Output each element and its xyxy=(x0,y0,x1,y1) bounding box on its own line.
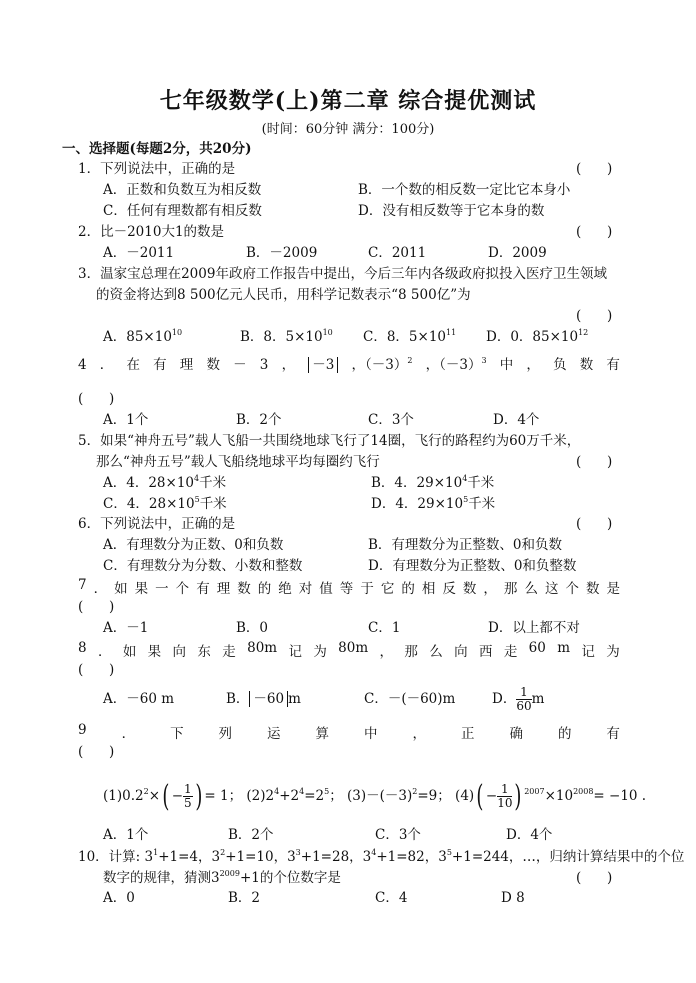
q2-option-d: D．2009 xyxy=(488,245,547,261)
q4-option-c: C．3个 xyxy=(368,412,414,428)
q4-option-d: D．4个 xyxy=(493,412,540,428)
q5-option-d: D．4．$29\times 10^5$千米 xyxy=(371,495,496,512)
question-7-stem xyxy=(78,577,620,597)
stem-char: 值 xyxy=(319,581,333,597)
stem-char: 么 xyxy=(524,581,538,597)
stem-char: 相 xyxy=(421,581,436,597)
q1-option-c: C．任何有理数都有相反数 xyxy=(103,203,262,219)
q7-option-b: B．0 xyxy=(236,620,269,636)
stem-char: 为 xyxy=(313,644,327,660)
q3-option-a: A．$85\times 10^{10}$ xyxy=(103,328,183,345)
stem-char: 运 xyxy=(267,726,281,742)
stem-char: 果 xyxy=(134,581,149,597)
stem-char: 西 xyxy=(478,644,493,660)
stem-char: 一 xyxy=(155,581,169,597)
q10-option-a: A．0 xyxy=(103,890,135,906)
stem-char: m xyxy=(557,640,571,656)
q4-option-a: A．1个 xyxy=(103,412,149,428)
stem-char: 这 xyxy=(544,581,559,597)
q8-option-b: B． －60 m xyxy=(226,691,301,707)
question-6-stem: 6．下列说法中，正确的是 xyxy=(78,516,236,532)
q10-option-b: B．2 xyxy=(228,890,261,906)
answer-blank-5[interactable]: ( ) xyxy=(576,454,613,470)
stem-char: ， xyxy=(412,726,426,742)
q5-option-a: A．4．$28\times 10^4$千米 xyxy=(103,474,227,491)
q9-expressions: $(1)0.2^2\times$( − $\frac{1}{5}$ ) = 1； $(2)2^4+2^4=2^5$； $(3)-(-3)^2=9$； (4)( − $\frac{1}{10}$ ) $^{2007}\times 10^{2008}= -10$ . xyxy=(103,778,647,814)
stem-char: 向 xyxy=(172,644,187,660)
question-5-stem-line2: 那么“神舟五号”载人飞船绕地球平均每圈约飞行 xyxy=(96,454,380,470)
stem-char: 中 xyxy=(364,726,378,742)
q1-option-d: D．没有相反数等于它本身的数 xyxy=(358,203,545,219)
question-3-stem-line1: 3．温家宝总理在2009年政府工作报告中提出，今后三年内各级政府拟投入医疗卫生领域 xyxy=(78,266,607,282)
stem-char: ， xyxy=(379,644,394,660)
q9-option-b: B．2个 xyxy=(228,827,274,843)
stem-char: 记 xyxy=(288,644,302,660)
answer-blank-10[interactable]: ( ) xyxy=(576,870,613,886)
stem-char: 80m xyxy=(338,640,369,656)
stem-char: 60 xyxy=(528,640,546,656)
q7-option-a: A．－1 xyxy=(103,620,149,636)
question-10-stem-line1: 10．计算: $3^1+1=4$，$3^2+1=10$，$3^3+1=28$，$3^4+1=82$，$3^5+1=244$，…，归纳计算结果中的个位 xyxy=(78,848,685,865)
question-2-stem: 2．比－2010大1的数是 xyxy=(78,224,225,240)
q9-option-d: D．4个 xyxy=(506,827,553,843)
stem-char: 为 xyxy=(606,644,620,660)
stem-char: 于 xyxy=(360,581,374,597)
stem-char: 数 xyxy=(585,581,600,597)
stem-char: 如 xyxy=(114,581,128,597)
answer-blank-9[interactable]: ( ) xyxy=(78,744,115,760)
q10-option-d: D 8 xyxy=(501,890,525,906)
stem-char: 数 xyxy=(237,581,251,597)
stem-char: 的 xyxy=(557,726,572,742)
stem-char: 个 xyxy=(175,581,190,597)
stem-char: 反 xyxy=(442,581,456,597)
stem-char: 的 xyxy=(401,581,415,597)
stem-char: 有 xyxy=(606,726,620,742)
answer-blank-8[interactable]: ( ) xyxy=(78,662,115,678)
q6-option-d: D．有理数分为正整数、0和负整数 xyxy=(368,558,577,574)
q1-option-a: A．正数和负数互为相反数 xyxy=(103,182,262,198)
stem-char: 么 xyxy=(429,644,443,660)
question-10-stem-line2: 数字的规律，猜测$3^{2009}+1$的个位数字是 xyxy=(103,869,341,886)
stem-char: 个 xyxy=(565,581,579,597)
stem-char: ， xyxy=(483,581,497,597)
stem-char: 等 xyxy=(339,581,354,597)
stem-char: 列 xyxy=(218,726,233,742)
q8-option-d: D． $\frac{1}{60}$ m xyxy=(492,685,545,713)
stem-char: 如 xyxy=(122,644,137,660)
q9-option-a: A．1个 xyxy=(103,827,149,843)
stem-char: 7 xyxy=(78,577,87,593)
stem-char: 绝 xyxy=(278,581,292,597)
q3-option-c: C．8．$5\times 10^{11}$ xyxy=(363,328,457,345)
question-1-stem: 1．下列说法中，正确的是 xyxy=(78,161,236,177)
stem-char: 记 xyxy=(581,644,595,660)
stem-char: 数 xyxy=(462,581,477,597)
section-heading: 一、选择题(每题2分，共20分) xyxy=(62,141,252,157)
stem-char: 的 xyxy=(257,581,272,597)
stem-char: ． xyxy=(121,726,136,742)
stem-char: 下 xyxy=(170,726,184,742)
answer-blank-1[interactable]: ( ) xyxy=(576,161,613,177)
answer-blank-7[interactable]: ( ) xyxy=(78,599,115,615)
exam-info: (时间：60分钟 满分：100分) xyxy=(261,122,435,137)
q3-option-b: B．8．$5\times 10^{10}$ xyxy=(240,328,333,345)
q2-option-c: C．2011 xyxy=(368,245,427,261)
stem-char: 向 xyxy=(454,644,468,660)
page-title: 七年级数学(上)第二章 综合提优测试 xyxy=(159,88,537,114)
stem-char: 理 xyxy=(216,581,231,597)
q8-option-c: C．－(－60)m xyxy=(364,691,456,707)
stem-char: ． xyxy=(97,644,112,660)
answer-blank-3[interactable]: ( ) xyxy=(576,308,613,324)
q10-option-c: C．4 xyxy=(375,890,408,906)
q2-option-b: B．－2009 xyxy=(246,245,318,261)
stem-char: 那 xyxy=(404,644,418,660)
q9-option-c: C．3个 xyxy=(375,827,421,843)
answer-blank-2[interactable]: ( ) xyxy=(576,224,613,240)
stem-char: 它 xyxy=(380,581,395,597)
stem-char: 8 xyxy=(78,640,87,656)
question-5-stem-line1: 5．如果“神舟五号”载人飞船一共围绕地球飞行了14圈，飞行的路程约为60万千米， xyxy=(78,433,581,449)
stem-char: 有 xyxy=(196,581,210,597)
q6-option-a: A．有理数分为正数、0和负数 xyxy=(103,537,284,553)
stem-char: 对 xyxy=(298,581,313,597)
question-4-stem: 4 ． 在 有 理 数 － 3 ， －3 ，$(-3)^2$ ，$(-3)^3$ 中 ， 负 数 有 xyxy=(78,356,620,373)
q5-option-b: B．4．$29\times 10^4$千米 xyxy=(371,474,495,491)
stem-char: 是 xyxy=(606,581,620,597)
stem-char: 走 xyxy=(222,644,236,660)
q4-option-b: B．2个 xyxy=(236,412,282,428)
stem-char: 9 xyxy=(78,722,87,738)
stem-char: ． xyxy=(93,581,108,597)
q5-option-c: C．4．$28\times 10^5$千米 xyxy=(103,495,227,512)
stem-char: 确 xyxy=(509,726,523,742)
q7-option-c: C．1 xyxy=(368,620,401,636)
q7-option-d: D．以上都不对 xyxy=(488,620,580,636)
q2-option-a: A．－2011 xyxy=(103,245,175,261)
stem-char: 算 xyxy=(315,726,330,742)
answer-blank-4[interactable]: ( ) xyxy=(78,391,115,407)
stem-char: 东 xyxy=(197,644,211,660)
q3-option-d: D．0．$85\times 10^{12}$ xyxy=(486,328,589,345)
answer-blank-6[interactable]: ( ) xyxy=(576,516,613,532)
q6-option-b: B．有理数分为正整数、0和负数 xyxy=(368,537,563,553)
q6-option-c: C．有理数分为分数、小数和整数 xyxy=(103,558,303,574)
question-9-stem xyxy=(78,722,620,742)
stem-char: 那 xyxy=(503,581,518,597)
question-8-stem xyxy=(78,640,620,660)
stem-char: 80m xyxy=(247,640,278,656)
stem-char: 走 xyxy=(503,644,518,660)
stem-char: 果 xyxy=(147,644,162,660)
q8-option-a: A．－60 m xyxy=(103,691,175,707)
question-3-stem-line2: 的资金将达到8 500亿元人民币，用科学记数表示“8 500亿”为 xyxy=(96,287,471,303)
stem-char: 正 xyxy=(460,726,475,742)
q1-option-b: B．一个数的相反数一定比它本身小 xyxy=(358,182,571,198)
